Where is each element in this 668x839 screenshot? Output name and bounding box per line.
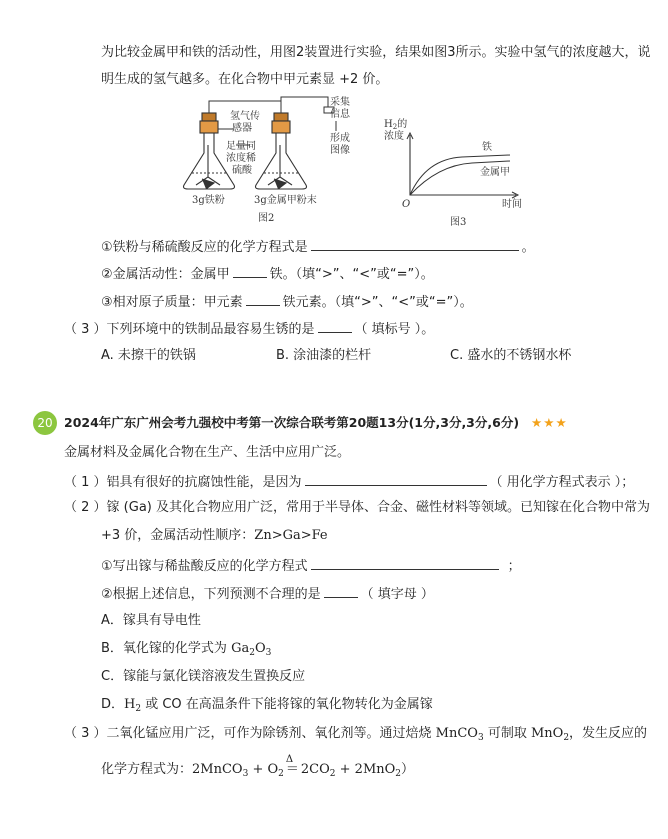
q19-item-2 [101, 263, 434, 285]
q19-item-2-text: ②金属活动性：金属甲 [101, 267, 230, 282]
mnco3-formula: MnCO$_3$ [435, 726, 484, 743]
q20-part-1-text: （ 1 ）铝具有很好的抗腐蚀性能，是因为 [64, 475, 302, 490]
q20-part-3-end: ，发生反应的 [569, 726, 648, 741]
sensor-label-2: 感器 [232, 123, 252, 134]
mno2-formula: MnO$_2$ [530, 726, 570, 743]
q20-option-d-label: D． [101, 697, 125, 712]
q20-option-b[interactable] [101, 639, 271, 663]
q20-part-3-line-2 [101, 754, 415, 784]
curve-iron-label: 铁 [482, 142, 492, 153]
acid-label-3: 硫酸 [232, 165, 252, 176]
q20-equation-label: 化学方程式为： [101, 762, 193, 777]
x-axis-label: 时间 [502, 199, 522, 210]
q19-part-3-end: （ 填标号 ）。 [354, 322, 435, 337]
q20-activity-order: Zn>Ga>Fe [254, 528, 328, 543]
q19-blank-2[interactable] [233, 263, 267, 278]
q19-item-3-text: ③相对原子质量：甲元素 [101, 295, 243, 310]
q19-item-1 [101, 236, 535, 258]
figure-3-caption: 图3 [450, 217, 467, 228]
reaction-equation: 2MnCO$_3$ + $O_2$ Δ ＝ $2CO_2 + 2MnO_2$ [192, 754, 402, 779]
q19-option-b[interactable]: B. 涂油漆的栏杆 [276, 348, 372, 363]
q20-part-2-item-1 [101, 555, 521, 577]
q20-part-2-valence: +3 价，金属活动性顺序： [101, 528, 255, 543]
figure-2-caption: 图2 [258, 213, 275, 224]
q20-part-1 [64, 471, 634, 493]
q20-part-2-item-2-text: ②根据上述信息，下列预测不合理的是 [101, 587, 321, 602]
q20-option-b-text: B．氧化镓的化学式为 [101, 641, 232, 656]
q20-part-3-mid: 可制取 [483, 726, 531, 741]
sensor-label-1: 氢气传 [230, 111, 260, 122]
q20-intro: 金属材料及金属化合物在生产、生活中应用广泛。 [64, 445, 351, 460]
q20-part-2-line-1: （ 2 ）镓 (Ga) 及其化合物应用广泛，常用于半导体、合金、磁性材料等领域。已知镓在化合物中常为 [64, 500, 650, 515]
y-axis-label: $H_2$的 [384, 119, 408, 131]
intro-line-2: 明生成的氢气越多。在化合物中甲元素显 +2 价。 [101, 72, 389, 87]
q20-part-1-end: （ 用化学方程式表示 ）； [489, 475, 635, 490]
q20-part-2-item-2 [101, 583, 434, 605]
question-title [64, 413, 568, 431]
q19-item-1-end: 。 [521, 240, 535, 255]
y-axis-label-2: 浓度 [384, 131, 404, 142]
gallium-oxide-formula: $Ga_2O_3$ [231, 641, 272, 658]
collect-label-1: 采集 [330, 97, 350, 108]
q20-option-c[interactable]: C．镓能与氯化镁溶液发生置换反应 [101, 669, 306, 684]
q20-blank-3[interactable] [324, 583, 358, 598]
q19-option-c[interactable]: C. 盛水的不锈钢水杯 [450, 348, 572, 363]
y-axis [410, 135, 516, 195]
q20-part-3-line-1 [64, 724, 647, 748]
q19-item-2-end: 铁。（填“>”、“<”或“=”）。 [269, 267, 434, 282]
q19-blank-3[interactable] [246, 291, 280, 306]
q19-part-3-text: （ 3 ）下列环境中的铁制品最容易生锈的是 [64, 322, 315, 337]
flask-metal-label: 3g金属甲粉末 [254, 195, 317, 206]
origin-label: O [402, 199, 411, 210]
q19-item-3 [101, 291, 473, 313]
q20-part-2-item-2-end: （ 填字母 ） [360, 587, 434, 602]
q20-equation-end: ） [401, 762, 415, 777]
collect-label-2: 信息 [330, 109, 350, 120]
acid-label-1: 足量同 [226, 141, 256, 152]
figure-2-apparatus [178, 93, 398, 228]
heating-condition: Δ ＝ [285, 754, 299, 777]
q20-option-a[interactable]: A．镓具有导电性 [101, 613, 201, 628]
figure-3-graph [382, 115, 522, 235]
q20-part-3-text: （ 3 ）二氧化锰应用广泛，可作为除锈剂、氧化剂等。通过焙烧 [64, 726, 436, 741]
question-number-badge: 20 [33, 411, 57, 435]
q19-option-a[interactable]: A. 未擦干的铁锅 [101, 348, 196, 363]
q19-blank-1[interactable] [311, 236, 519, 251]
q20-blank-1[interactable] [305, 471, 487, 486]
q20-part-2-item-1-end: ； [507, 559, 521, 574]
difficulty-stars: ★★★ [531, 415, 568, 430]
q19-item-3-end: 铁元素。（填“>”、“<”或“=”）。 [282, 295, 473, 310]
q20-option-d-text: 或 CO 在高温条件下能将镓的氧化物转化为金属镓 [141, 697, 433, 712]
acid-label-2: 浓度稀 [226, 153, 256, 164]
q20-option-d[interactable] [101, 695, 433, 719]
question-title-text: 2024年广东广州会考九强校中考第一次综合联考第20题13分(1分,3分,3分,6分) [64, 415, 520, 430]
form-label-2: 图像 [330, 145, 350, 156]
form-label-1: 形成 [330, 133, 350, 144]
intro-line-1: 为比较金属甲和铁的活动性，用图2装置进行实验，结果如图3所示。实验中氢气的浓度越大，说 [101, 45, 651, 60]
q19-part-3 [64, 318, 434, 340]
q19-item-1-text: ①铁粉与稀硫酸反应的化学方程式是 [101, 240, 308, 255]
flask-iron-label: 3g铁粉 [192, 195, 225, 206]
q20-part-2-line-2 [101, 526, 328, 546]
q19-blank-4[interactable] [318, 318, 352, 333]
flask-metal [256, 113, 307, 189]
curve-metal-label: 金属甲 [480, 167, 510, 178]
q20-part-2-item-1-text: ①写出镓与稀盐酸反应的化学方程式 [101, 559, 308, 574]
q20-blank-2[interactable] [311, 555, 499, 570]
hydrogen-formula: $H_2$ [124, 697, 142, 714]
